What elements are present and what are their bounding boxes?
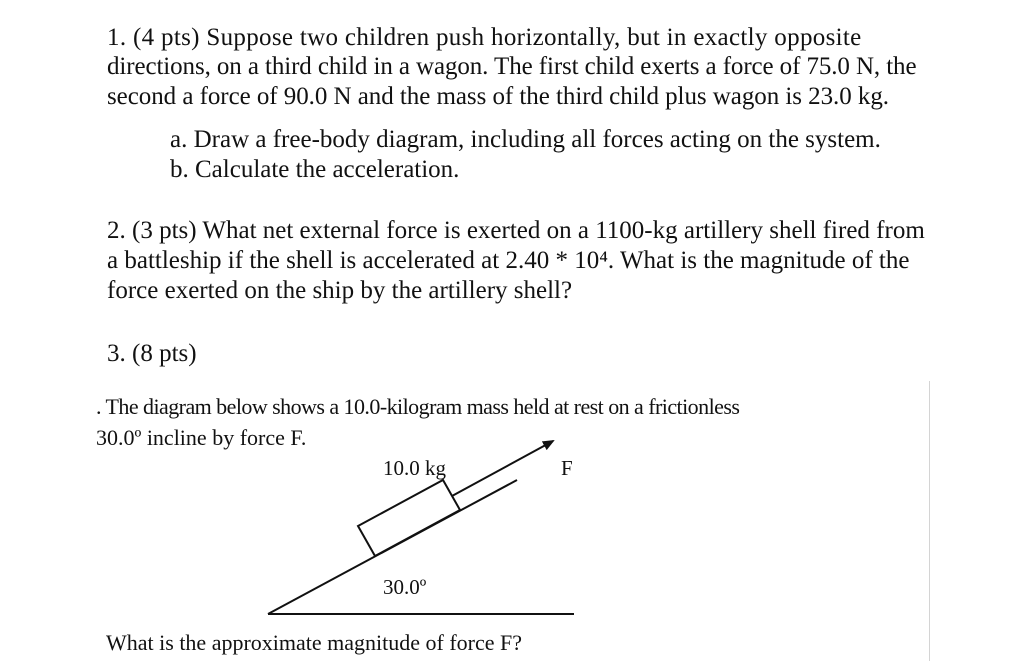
mass-block	[358, 480, 460, 556]
q1-part-b: b. Calculate the acceleration.	[170, 156, 460, 183]
q2-line-2: a battleship if the shell is accelerated at 2.40 * 10⁴. What is the magnitude of the	[107, 247, 910, 274]
embedded-intro-line-2: 30.0º incline by force F.	[96, 425, 307, 450]
q1-part-a: a. Draw a free-body diagram, including all forces acting on the system.	[170, 126, 881, 153]
q2-line-1: 2. (3 pts) What net external force is exerted on a 1100-kg artillery shell fired from	[107, 217, 925, 244]
embedded-intro-line-1: . The diagram below shows a 10.0-kilogram mass held at rest on a frictionless	[96, 394, 740, 419]
q1-line-2: directions, on a third child in a wagon. The first child exerts a force of 75.0 N, the	[107, 53, 917, 80]
q2-line-3: force exerted on the ship by the artillery shell?	[107, 277, 573, 304]
angle-label: 30.0º	[383, 575, 427, 599]
mass-label: 10.0 kg	[383, 456, 446, 480]
embedded-question: What is the approximate magnitude of force F?	[106, 630, 523, 655]
q1-line-3: second a force of 90.0 N and the mass of the third child plus wagon is 23.0 kg.	[107, 83, 890, 110]
force-label: F	[561, 456, 573, 480]
q3-heading: 3. (8 pts)	[107, 340, 197, 367]
q1-line-1: 1. (4 pts) Suppose two children push horizontally, but in exactly opposite	[107, 24, 862, 51]
